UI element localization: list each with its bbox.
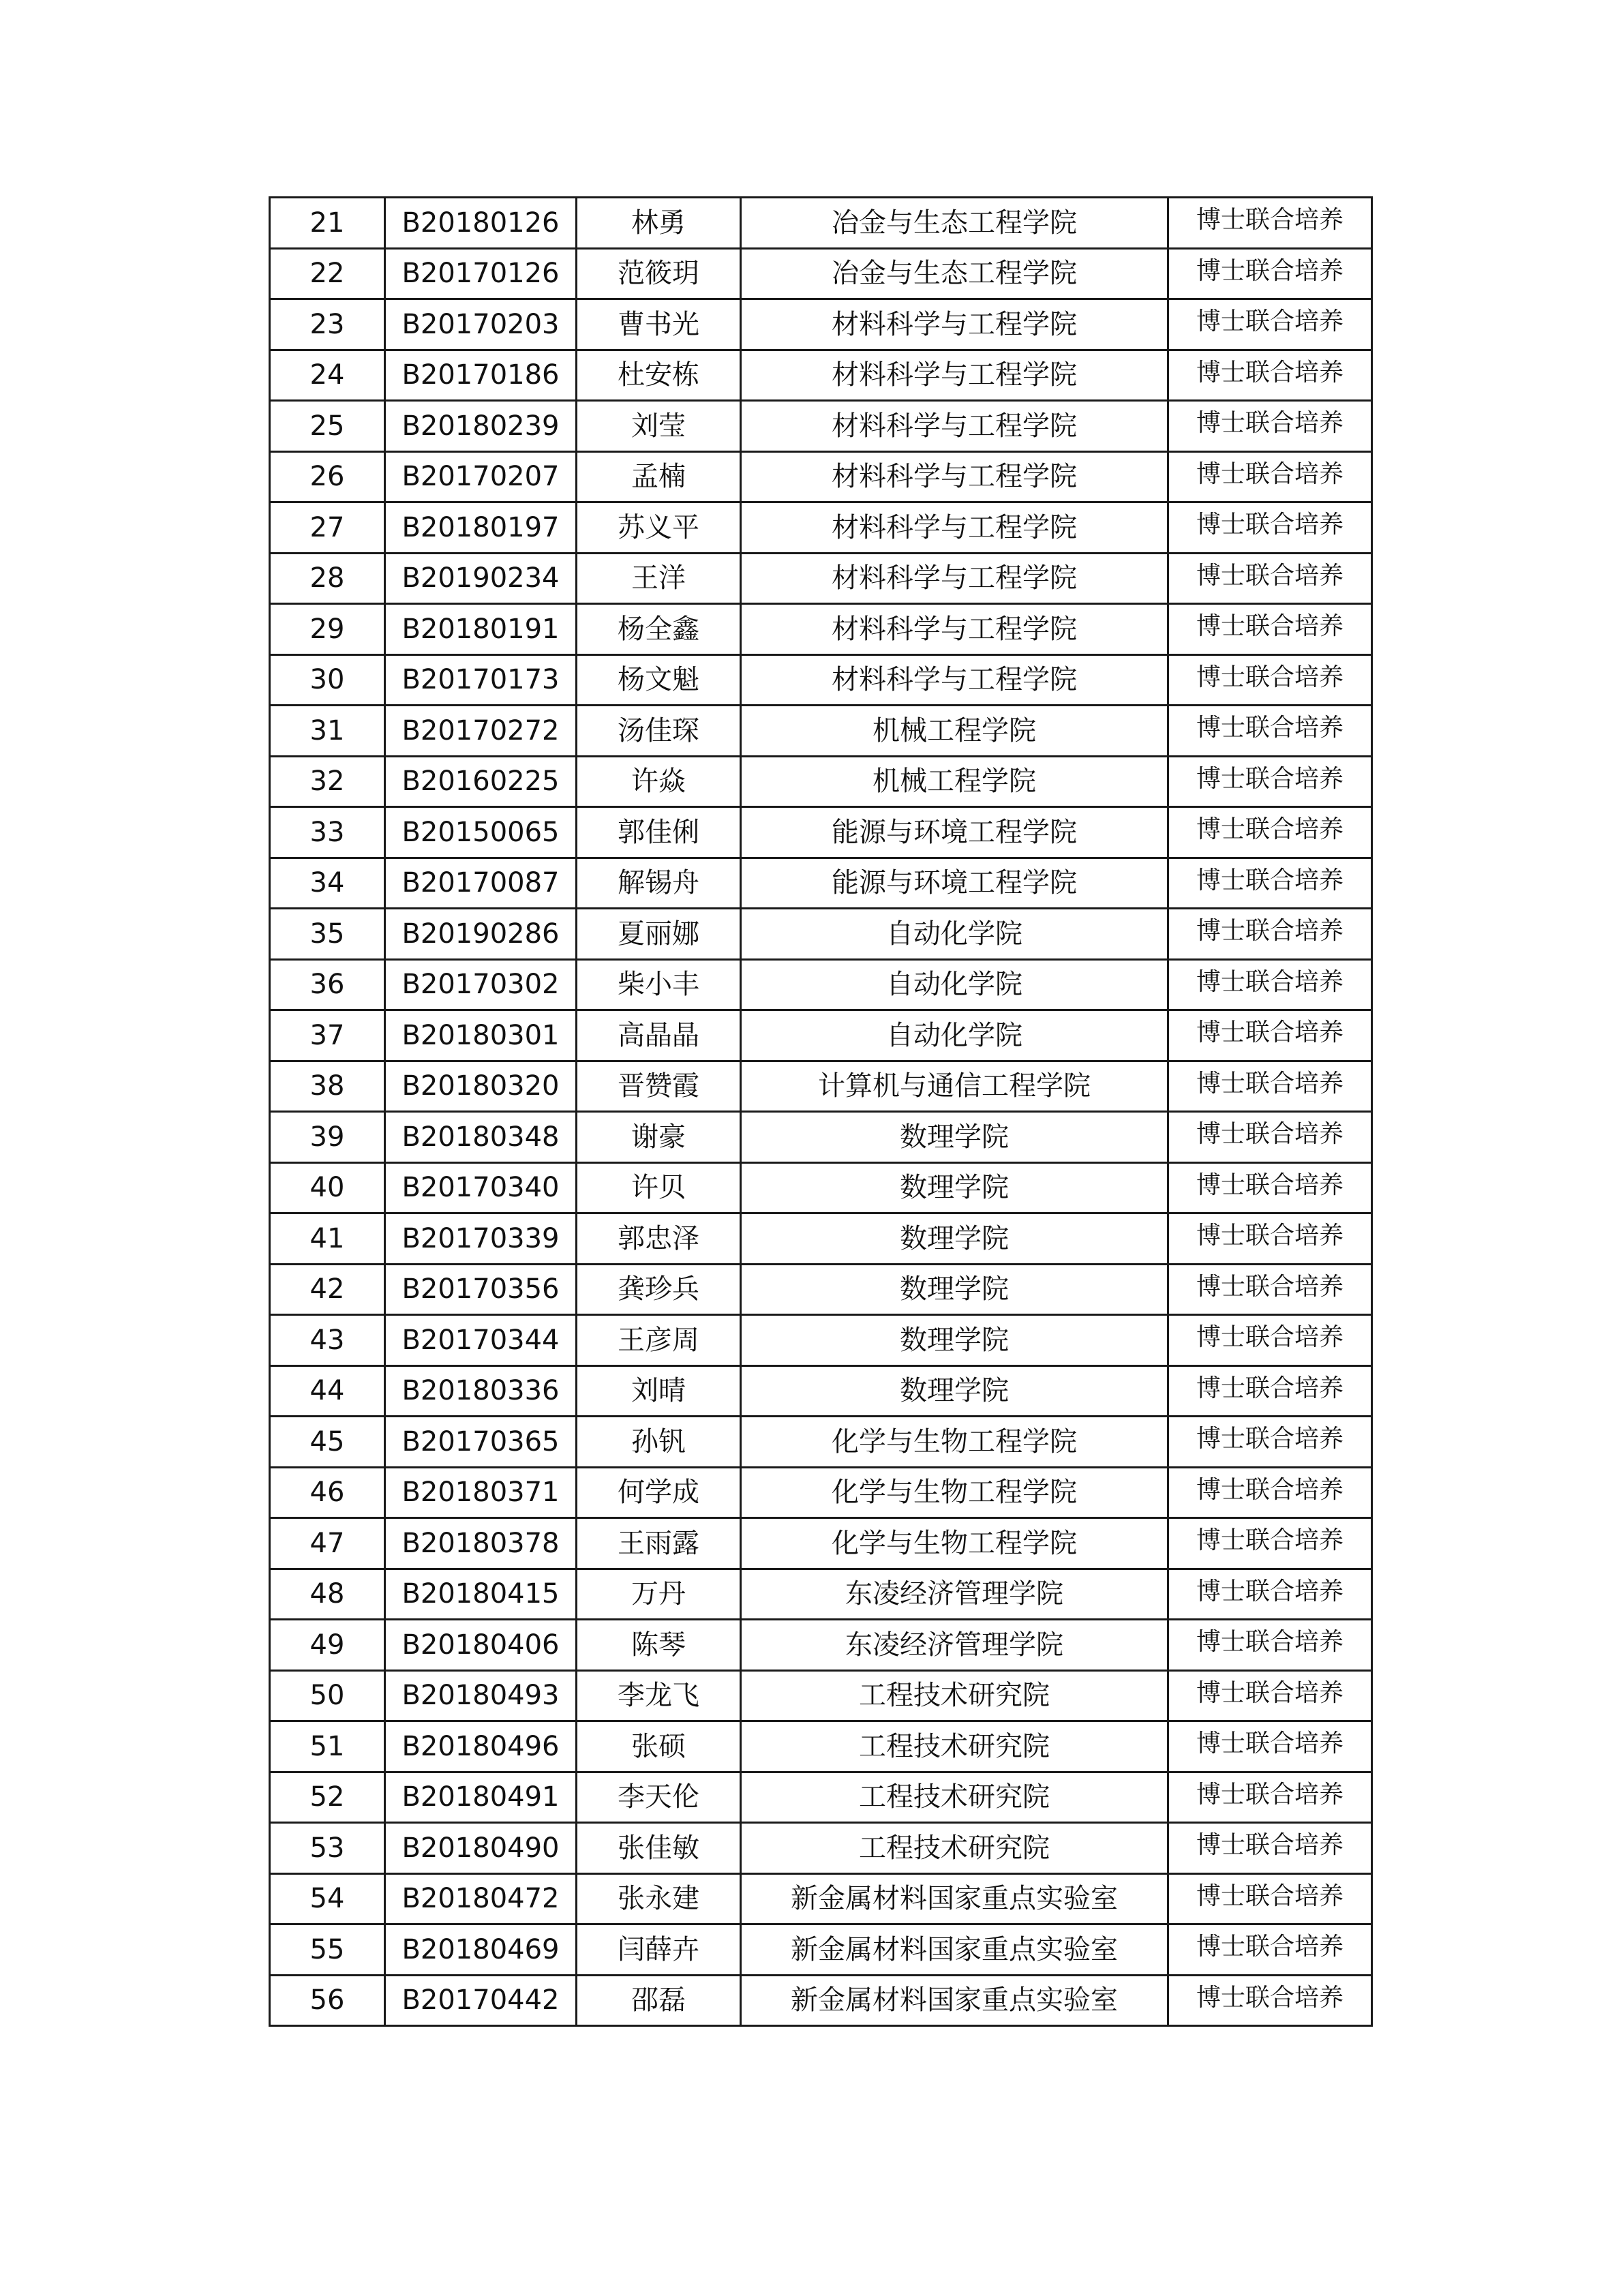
student-name-cell: 解锡舟 [577, 858, 741, 909]
table-row [270, 451, 1372, 502]
table-row [270, 807, 1372, 858]
program-type-cell: 博士联合培养 [1168, 248, 1372, 299]
student-id-cell: B20180191 [385, 604, 577, 655]
student-id-cell: B20180320 [385, 1061, 577, 1112]
program-type-cell: 博士联合培养 [1168, 1061, 1372, 1112]
program-type-cell: 博士联合培养 [1168, 1721, 1372, 1772]
student-name-cell: 龚珍兵 [577, 1264, 741, 1315]
roster-body [270, 198, 1372, 2026]
program-type-cell: 博士联合培养 [1168, 350, 1372, 401]
row-number-cell: 51 [270, 1721, 385, 1772]
table-row [270, 1670, 1372, 1721]
row-number-cell: 53 [270, 1823, 385, 1874]
student-name-cell: 杨全鑫 [577, 604, 741, 655]
row-number-cell: 41 [270, 1213, 385, 1265]
program-type-cell: 博士联合培养 [1168, 1823, 1372, 1874]
program-type-cell: 博士联合培养 [1168, 1112, 1372, 1163]
row-number-cell: 44 [270, 1365, 385, 1417]
student-name-cell: 孙钒 [577, 1417, 741, 1468]
table-row [270, 706, 1372, 757]
school-cell: 数理学院 [741, 1365, 1168, 1417]
row-number-cell: 45 [270, 1417, 385, 1468]
school-cell: 冶金与生态工程学院 [741, 248, 1168, 299]
table-row [270, 198, 1372, 249]
student-name-cell: 夏丽娜 [577, 909, 741, 960]
program-type-cell: 博士联合培养 [1168, 1620, 1372, 1671]
program-type-cell: 博士联合培养 [1168, 959, 1372, 1010]
student-id-cell: B20180371 [385, 1467, 577, 1518]
table-row [270, 1417, 1372, 1468]
student-id-cell: B20180126 [385, 198, 577, 249]
program-type-cell: 博士联合培养 [1168, 1873, 1372, 1924]
student-name-cell: 张佳敏 [577, 1823, 741, 1874]
program-type-cell: 博士联合培养 [1168, 1162, 1372, 1213]
program-type-cell: 博士联合培养 [1168, 553, 1372, 604]
program-type-cell: 博士联合培养 [1168, 1213, 1372, 1265]
school-cell: 计算机与通信工程学院 [741, 1061, 1168, 1112]
row-number-cell: 33 [270, 807, 385, 858]
row-number-cell: 54 [270, 1873, 385, 1924]
school-cell: 自动化学院 [741, 959, 1168, 1010]
program-type-cell: 博士联合培养 [1168, 654, 1372, 706]
school-cell: 工程技术研究院 [741, 1721, 1168, 1772]
student-id-cell: B20190234 [385, 553, 577, 604]
table-row [270, 248, 1372, 299]
student-id-cell: B20180496 [385, 1721, 577, 1772]
school-cell: 能源与环境工程学院 [741, 858, 1168, 909]
student-id-cell: B20180348 [385, 1112, 577, 1163]
table-row [270, 858, 1372, 909]
student-name-cell: 何学成 [577, 1467, 741, 1518]
school-cell: 新金属材料国家重点实验室 [741, 1975, 1168, 2026]
program-type-cell: 博士联合培养 [1168, 1772, 1372, 1823]
student-id-cell: B20170339 [385, 1213, 577, 1265]
student-name-cell: 郭忠泽 [577, 1213, 741, 1265]
program-type-cell: 博士联合培养 [1168, 807, 1372, 858]
student-name-cell: 柴小丰 [577, 959, 741, 1010]
student-id-cell: B20180491 [385, 1772, 577, 1823]
program-type-cell: 博士联合培养 [1168, 1315, 1372, 1366]
school-cell: 新金属材料国家重点实验室 [741, 1924, 1168, 1976]
student-name-cell: 郭佳俐 [577, 807, 741, 858]
row-number-cell: 48 [270, 1569, 385, 1620]
program-type-cell: 博士联合培养 [1168, 604, 1372, 655]
student-id-cell: B20180336 [385, 1365, 577, 1417]
table-row [270, 1569, 1372, 1620]
student-id-cell: B20170340 [385, 1162, 577, 1213]
student-name-cell: 杜安栋 [577, 350, 741, 401]
student-id-cell: B20170126 [385, 248, 577, 299]
table-row [270, 1315, 1372, 1366]
student-id-cell: B20150065 [385, 807, 577, 858]
program-type-cell: 博士联合培养 [1168, 451, 1372, 502]
table-row [270, 1924, 1372, 1976]
table-row [270, 1061, 1372, 1112]
student-name-cell: 林勇 [577, 198, 741, 249]
row-number-cell: 38 [270, 1061, 385, 1112]
student-id-cell: B20170302 [385, 959, 577, 1010]
school-cell: 化学与生物工程学院 [741, 1467, 1168, 1518]
school-cell: 材料科学与工程学院 [741, 654, 1168, 706]
school-cell: 自动化学院 [741, 1010, 1168, 1061]
table-row [270, 1213, 1372, 1265]
table-row [270, 1264, 1372, 1315]
student-name-cell: 王彦周 [577, 1315, 741, 1366]
program-type-cell: 博士联合培养 [1168, 198, 1372, 249]
school-cell: 机械工程学院 [741, 706, 1168, 757]
student-id-cell: B20180469 [385, 1924, 577, 1976]
student-id-cell: B20180239 [385, 401, 577, 452]
student-id-cell: B20170203 [385, 299, 577, 350]
student-name-cell: 汤佳琛 [577, 706, 741, 757]
program-type-cell: 博士联合培养 [1168, 1010, 1372, 1061]
student-id-cell: B20170207 [385, 451, 577, 502]
student-name-cell: 刘晴 [577, 1365, 741, 1417]
school-cell: 能源与环境工程学院 [741, 807, 1168, 858]
student-name-cell: 万丹 [577, 1569, 741, 1620]
student-id-cell: B20180301 [385, 1010, 577, 1061]
table-row [270, 604, 1372, 655]
student-name-cell: 李天伦 [577, 1772, 741, 1823]
student-id-cell: B20180493 [385, 1670, 577, 1721]
row-number-cell: 36 [270, 959, 385, 1010]
school-cell: 材料科学与工程学院 [741, 350, 1168, 401]
school-cell: 工程技术研究院 [741, 1772, 1168, 1823]
student-name-cell: 王洋 [577, 553, 741, 604]
school-cell: 材料科学与工程学院 [741, 451, 1168, 502]
school-cell: 材料科学与工程学院 [741, 502, 1168, 554]
table-row [270, 654, 1372, 706]
row-number-cell: 49 [270, 1620, 385, 1671]
student-id-cell: B20170272 [385, 706, 577, 757]
student-name-cell: 王雨露 [577, 1518, 741, 1569]
school-cell: 材料科学与工程学院 [741, 553, 1168, 604]
program-type-cell: 博士联合培养 [1168, 1518, 1372, 1569]
student-name-cell: 张永建 [577, 1873, 741, 1924]
student-id-cell: B20180490 [385, 1823, 577, 1874]
row-number-cell: 37 [270, 1010, 385, 1061]
student-id-cell: B20180415 [385, 1569, 577, 1620]
table-row [270, 1721, 1372, 1772]
school-cell: 数理学院 [741, 1112, 1168, 1163]
table-row [270, 1823, 1372, 1874]
program-type-cell: 博士联合培养 [1168, 1365, 1372, 1417]
row-number-cell: 42 [270, 1264, 385, 1315]
program-type-cell: 博士联合培养 [1168, 1975, 1372, 2026]
school-cell: 工程技术研究院 [741, 1823, 1168, 1874]
school-cell: 材料科学与工程学院 [741, 299, 1168, 350]
row-number-cell: 25 [270, 401, 385, 452]
student-id-cell: B20170365 [385, 1417, 577, 1468]
row-number-cell: 46 [270, 1467, 385, 1518]
table-row [270, 299, 1372, 350]
student-name-cell: 许焱 [577, 756, 741, 807]
school-cell: 冶金与生态工程学院 [741, 198, 1168, 249]
student-id-cell: B20180378 [385, 1518, 577, 1569]
table-row [270, 1975, 1372, 2026]
row-number-cell: 29 [270, 604, 385, 655]
table-row [270, 1010, 1372, 1061]
student-name-cell: 刘莹 [577, 401, 741, 452]
student-name-cell: 曹书光 [577, 299, 741, 350]
student-name-cell: 张硕 [577, 1721, 741, 1772]
row-number-cell: 31 [270, 706, 385, 757]
student-id-cell: B20180472 [385, 1873, 577, 1924]
student-id-cell: B20180406 [385, 1620, 577, 1671]
school-cell: 化学与生物工程学院 [741, 1518, 1168, 1569]
student-id-cell: B20170173 [385, 654, 577, 706]
table-row [270, 1467, 1372, 1518]
program-type-cell: 博士联合培养 [1168, 706, 1372, 757]
row-number-cell: 27 [270, 502, 385, 554]
school-cell: 工程技术研究院 [741, 1670, 1168, 1721]
row-number-cell: 47 [270, 1518, 385, 1569]
program-type-cell: 博士联合培养 [1168, 1467, 1372, 1518]
row-number-cell: 23 [270, 299, 385, 350]
row-number-cell: 55 [270, 1924, 385, 1976]
school-cell: 东凌经济管理学院 [741, 1620, 1168, 1671]
student-name-cell: 邵磊 [577, 1975, 741, 2026]
school-cell: 数理学院 [741, 1162, 1168, 1213]
school-cell: 东凌经济管理学院 [741, 1569, 1168, 1620]
row-number-cell: 32 [270, 756, 385, 807]
student-id-cell: B20170344 [385, 1315, 577, 1366]
table-row [270, 553, 1372, 604]
row-number-cell: 50 [270, 1670, 385, 1721]
table-row [270, 1162, 1372, 1213]
school-cell: 自动化学院 [741, 909, 1168, 960]
student-id-cell: B20160225 [385, 756, 577, 807]
program-type-cell: 博士联合培养 [1168, 401, 1372, 452]
student-id-cell: B20170186 [385, 350, 577, 401]
student-roster-table [269, 196, 1373, 2027]
table-row [270, 756, 1372, 807]
program-type-cell: 博士联合培养 [1168, 756, 1372, 807]
student-name-cell: 闫薛卉 [577, 1924, 741, 1976]
table-row [270, 1112, 1372, 1163]
student-name-cell: 李龙飞 [577, 1670, 741, 1721]
student-id-cell: B20170442 [385, 1975, 577, 2026]
school-cell: 新金属材料国家重点实验室 [741, 1873, 1168, 1924]
table-row [270, 959, 1372, 1010]
student-name-cell: 许贝 [577, 1162, 741, 1213]
student-name-cell: 苏义平 [577, 502, 741, 554]
row-number-cell: 22 [270, 248, 385, 299]
row-number-cell: 56 [270, 1975, 385, 2026]
school-cell: 数理学院 [741, 1213, 1168, 1265]
row-number-cell: 39 [270, 1112, 385, 1163]
school-cell: 材料科学与工程学院 [741, 604, 1168, 655]
row-number-cell: 24 [270, 350, 385, 401]
table-row [270, 1772, 1372, 1823]
row-number-cell: 40 [270, 1162, 385, 1213]
table-row [270, 1873, 1372, 1924]
table-row [270, 502, 1372, 554]
student-name-cell: 杨文魁 [577, 654, 741, 706]
row-number-cell: 26 [270, 451, 385, 502]
program-type-cell: 博士联合培养 [1168, 909, 1372, 960]
table-row [270, 1365, 1372, 1417]
program-type-cell: 博士联合培养 [1168, 1569, 1372, 1620]
student-id-cell: B20170087 [385, 858, 577, 909]
program-type-cell: 博士联合培养 [1168, 1924, 1372, 1976]
program-type-cell: 博士联合培养 [1168, 858, 1372, 909]
student-name-cell: 谢豪 [577, 1112, 741, 1163]
student-name-cell: 晋赞霞 [577, 1061, 741, 1112]
table-row [270, 401, 1372, 452]
student-name-cell: 范筱玥 [577, 248, 741, 299]
table-row [270, 350, 1372, 401]
row-number-cell: 30 [270, 654, 385, 706]
school-cell: 机械工程学院 [741, 756, 1168, 807]
student-name-cell: 陈琴 [577, 1620, 741, 1671]
school-cell: 材料科学与工程学院 [741, 401, 1168, 452]
student-id-cell: B20170356 [385, 1264, 577, 1315]
row-number-cell: 28 [270, 553, 385, 604]
student-id-cell: B20180197 [385, 502, 577, 554]
student-name-cell: 孟楠 [577, 451, 741, 502]
table-row [270, 909, 1372, 960]
student-name-cell: 高晶晶 [577, 1010, 741, 1061]
student-id-cell: B20190286 [385, 909, 577, 960]
program-type-cell: 博士联合培养 [1168, 1264, 1372, 1315]
school-cell: 数理学院 [741, 1315, 1168, 1366]
program-type-cell: 博士联合培养 [1168, 1670, 1372, 1721]
row-number-cell: 21 [270, 198, 385, 249]
program-type-cell: 博士联合培养 [1168, 299, 1372, 350]
table-row [270, 1620, 1372, 1671]
school-cell: 数理学院 [741, 1264, 1168, 1315]
row-number-cell: 35 [270, 909, 385, 960]
program-type-cell: 博士联合培养 [1168, 502, 1372, 554]
row-number-cell: 34 [270, 858, 385, 909]
program-type-cell: 博士联合培养 [1168, 1417, 1372, 1468]
row-number-cell: 52 [270, 1772, 385, 1823]
row-number-cell: 43 [270, 1315, 385, 1366]
school-cell: 化学与生物工程学院 [741, 1417, 1168, 1468]
table-row [270, 1518, 1372, 1569]
